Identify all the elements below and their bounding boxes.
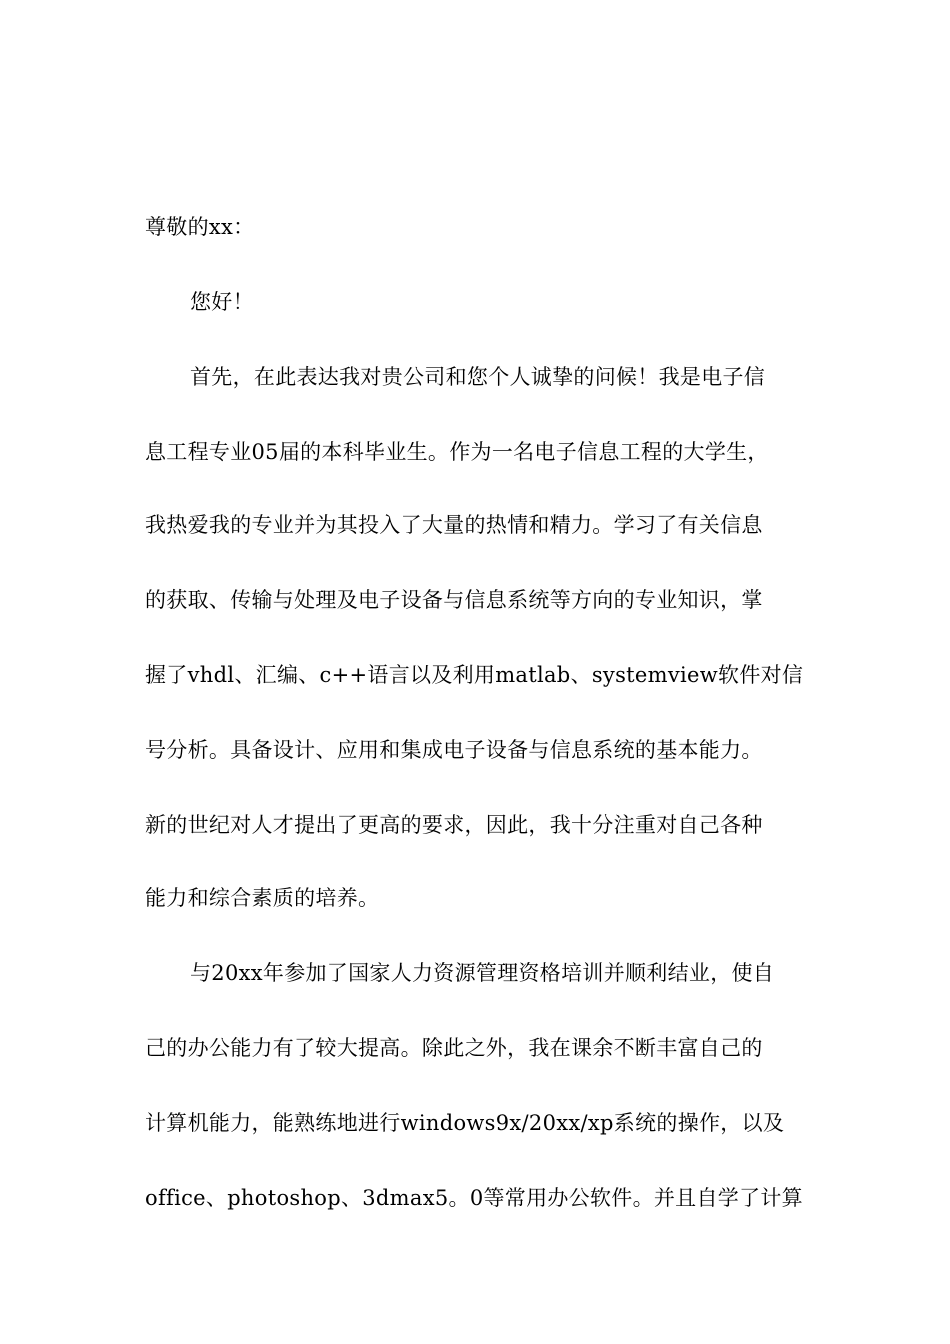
paragraph-line: 己的办公能力有了较大提高。除此之外，我在课余不断丰富自己的 — [145, 1036, 763, 1060]
greeting: 您好！ — [190, 290, 254, 314]
paragraph-line: 新的世纪对人才提出了更高的要求，因此，我十分注重对自己各种 — [145, 813, 763, 837]
paragraph-line: 能力和综合素质的培养。 — [145, 886, 380, 910]
salutation: 尊敬的xx： — [145, 215, 255, 239]
paragraph-line: 与20xx年参加了国家人力资源管理资格培训并顺利结业，使自 — [190, 961, 775, 985]
paragraph-line: 息工程专业05届的本科毕业生。作为一名电子信息工程的大学生， — [145, 440, 769, 464]
paragraph-line: 号分析。具备设计、应用和集成电子设备与信息系统的基本能力。 — [145, 738, 763, 762]
paragraph-line: 握了vhdl、汇编、c++语言以及利用matlab、systemview软件对信 — [145, 663, 804, 687]
paragraph-line: 我热爱我的专业并为其投入了大量的热情和精力。学习了有关信息 — [145, 513, 763, 537]
paragraph-line: 首先，在此表达我对贵公司和您个人诚挚的问候！我是电子信 — [190, 365, 766, 389]
paragraph-line: 的获取、传输与处理及电子设备与信息系统等方向的专业知识，掌 — [145, 588, 763, 612]
paragraph-line: office、photoshop、3dmax5。0等常用办公软件。并且自学了计算 — [145, 1186, 803, 1210]
paragraph-line: 计算机能力，能熟练地进行windows9x/20xx/xp系统的操作，以及 — [145, 1111, 785, 1135]
